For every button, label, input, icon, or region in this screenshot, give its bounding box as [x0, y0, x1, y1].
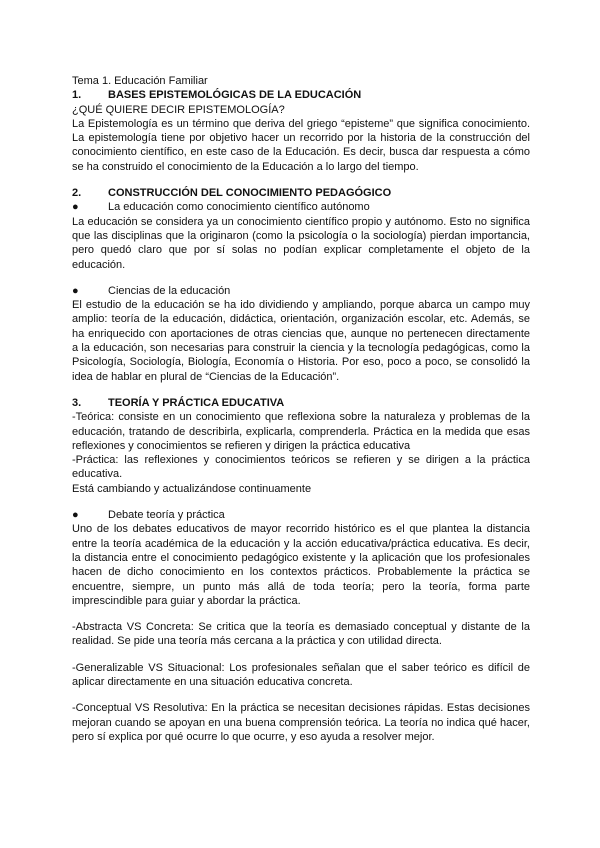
bullet-icon: ● [72, 284, 79, 297]
topic-line: Tema 1. Educación Familiar [72, 75, 208, 87]
bullet-icon: ● [72, 201, 79, 214]
section-2-number: 2. [72, 187, 82, 200]
section-1-question: ¿QUÉ QUIERE DECIR EPISTEMOLOGÍA? [72, 103, 285, 116]
bullet-educacion-autonoma [72, 200, 530, 214]
section-1-heading [72, 88, 530, 102]
conceptual-paragraph: -Conceptual VS Resolutiva: En la práctica se necesitan decisiones rápidas. Estas decisiones mejoran cuando se apoyan en una buena comprensión teórica. La teoría no indica qué hacer, pero sí explica por qué ocurre lo que ocurre, y eso ayuda a resolver mejor. [72, 702, 530, 743]
teorica-paragraph: -Teórica: consiste en un conocimiento que reflexiona sobre la naturaleza y problemas de la educación, tratando de describirla, explicarla, comprenderla. Práctica en la medida que esas reflexiones y conocimientos se refieren y dirigen la práctica educativa [72, 411, 530, 452]
practica-paragraph: -Práctica: las reflexiones y conocimientos teóricos se refieren y se dirigen a la práctica educativa. [72, 454, 530, 481]
bullet-ciencias-educacion [72, 284, 530, 298]
section-1-paragraph: La Epistemología es un término que deriva del griego “episteme” que significa conocimiento. La epistemología tiene por objetivo hacer un recorrido por la historia de la construcción del conocimiento científico, en este caso de la Educación. Es decir, busca dar respuesta a cómo se ha construido el conocimiento de la Educación a lo largo del tiempo. [72, 117, 530, 173]
bullet-label: La educación como conocimiento científico autónomo [108, 201, 370, 214]
section-3-title: TEORÍA Y PRÁCTICA EDUCATIVA [108, 396, 285, 409]
section-2-paragraph-1: La educación se considera ya un conocimiento científico propio y autónomo. Esto no significa que las disciplinas que la originaron (como la psicología o la sociología) pierdan importancia, pero quedó claro que por sí solas no podían explicar completamente el objeto de la educación. [72, 215, 530, 271]
section-2-title: CONSTRUCCIÓN DEL CONOCIMIENTO PEDAGÓGICO [108, 187, 392, 200]
section-3-heading [72, 396, 530, 410]
cambiando-line: Está cambiando y actualizándose continuamente [72, 482, 312, 495]
bullet-label: Ciencias de la educación [108, 284, 231, 297]
section-1-number: 1. [72, 89, 82, 102]
generalizable-paragraph: -Generalizable VS Situacional: Los profesionales señalan que el saber teórico es difícil de aplicar directamente en una situación educativa concreta. [72, 661, 530, 688]
bullet-label: Debate teoría y práctica [108, 509, 225, 522]
bullet-debate [72, 508, 530, 522]
section-1-title: BASES EPISTEMOLÓGICAS DE LA EDUCACIÓN [108, 89, 362, 102]
document-page [72, 74, 530, 744]
section-3-number: 3. [72, 396, 82, 409]
abstracta-paragraph: -Abstracta VS Concreta: Se critica que la teoría es demasiado conceptual y distante de la realidad. Se pide una teoría más cercana a la práctica y con utilidad directa. [72, 621, 530, 648]
section-2-heading [72, 186, 530, 200]
debate-paragraph: Uno de los debates educativos de mayor recorrido histórico es el que plantea la distancia entre la teoría académica de la educación y la acción educativa/práctica educativa. Es decir, la distancia entre el conocimiento pedagógico existente y la aplicación que los profesionales hacen de dicho conocimiento en los contextos prácticos. Probablemente la práctica se encuentre, siempre, un punto más allá de toda teoría; pero la teoría, forma parte imprescindible para guiar y abordar la práctica. [72, 523, 530, 607]
section-2-paragraph-2: El estudio de la educación se ha ido dividiendo y ampliando, porque abarca un campo muy amplio: teoría de la educación, didáctica, orientación, organización escolar, etc. Además, se ha enriquecido con aportaciones de otras ciencias que, aunque no pertenecen directamente a la educación, son necesarias para construir la ciencia y la tecnología pedagógicas, como la Psicología, Sociología, Biología, Economía o Historia. Por eso, poco a poco, se consolidó la idea de hablar en plural de “Ciencias de la Educación”. [72, 299, 530, 383]
bullet-icon: ● [72, 509, 79, 522]
